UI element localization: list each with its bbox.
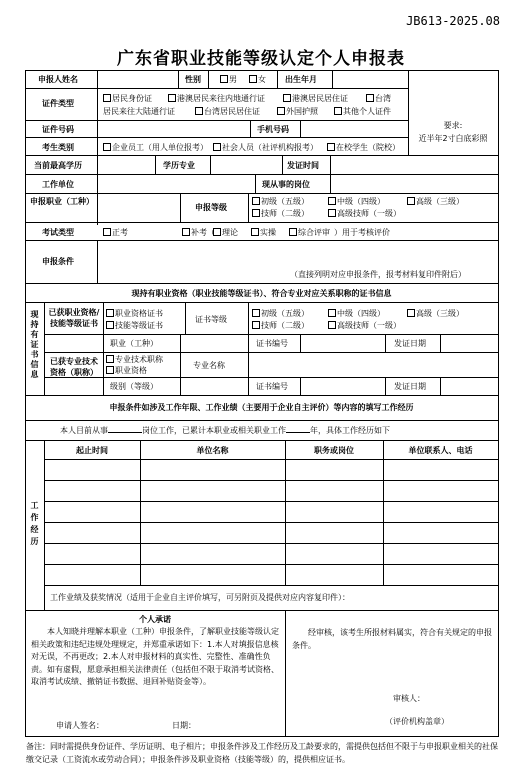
checkbox-icon (213, 228, 221, 236)
gender-label: 性别 (185, 75, 201, 84)
checkbox-icon (328, 197, 336, 205)
checkbox-icon (252, 209, 260, 217)
id-type-option-3-cont: 居民来往大陆通行证 (103, 107, 175, 116)
promise-title: 个人承诺 (139, 615, 171, 624)
grade-label: 级别（等级） (110, 382, 158, 391)
name-label: 申报人姓名 (38, 75, 78, 84)
vocational-cert-label: 已获职业资格/技能等级证书 (48, 308, 100, 328)
checkbox-icon (213, 143, 221, 151)
review-text: 经审核，该考生所报材料属实，符合有关规定的申报条件。 (292, 628, 492, 650)
checkbox-icon (252, 321, 260, 329)
cert-level-option-2[interactable]: 高级（三级） (407, 308, 464, 319)
apply-conditions-label: 申报条件 (42, 257, 74, 266)
id-type-option-0[interactable]: 居民身份证 (103, 93, 152, 104)
title-option-professional[interactable]: 专业技术职称 (106, 354, 163, 365)
checkbox-icon (327, 143, 335, 151)
exam-practice-option[interactable]: 实操 (251, 227, 276, 238)
employer-label: 工作单位 (42, 180, 74, 189)
photo-requirement-title: 要求: (443, 121, 463, 130)
apply-level-label: 申报等级 (195, 203, 227, 212)
checkbox-icon (103, 143, 111, 151)
cert-section-side-label: 现持有证书信息 (30, 310, 39, 379)
checkbox-icon (103, 228, 111, 236)
cert-occupation-label: 职业（工种） (110, 339, 158, 348)
checkbox-icon (106, 366, 114, 374)
title-option-qualification[interactable]: 职业资格 (106, 365, 147, 376)
exam-regular-option[interactable]: 正考 (103, 227, 128, 238)
gender-female-option[interactable]: 女 (249, 74, 266, 85)
checkbox-icon (328, 209, 336, 217)
id-no-label: 证件号码 (42, 125, 74, 134)
sign-date-label: 日期： (172, 721, 196, 730)
reviewer-label: 审核人： (393, 694, 425, 703)
stamp-label: （评价机构盖章） (385, 717, 449, 726)
checkbox-icon (103, 94, 111, 102)
current-post-blank[interactable] (108, 432, 142, 433)
major-name-label: 专业名称 (193, 361, 225, 370)
level-option-2[interactable]: 高级（三级） (407, 196, 464, 207)
cert-no-label: 证书编号 (256, 339, 288, 348)
id-type-option-6[interactable]: 其他个人证件 (334, 106, 391, 117)
years-blank[interactable] (286, 432, 310, 433)
post-label: 现从事的岗位 (262, 180, 310, 189)
title-cert-label: 已获专业技术资格（职称） (50, 357, 98, 377)
apply-conditions-note: （直接列明对应申报条件，报考材料复印件附后） (290, 270, 466, 279)
issue-date-label: 发证时间 (287, 161, 319, 170)
checkbox-icon (366, 94, 374, 102)
cert-level-option-4[interactable]: 高级技师（一级） (328, 320, 401, 331)
work-summary-line: 本人目前从事 岗位工作，已累计本职业或相关职业工作 年，具体工作经历如下 (60, 426, 390, 435)
checkbox-icon (220, 75, 228, 83)
form-title: 广东省职业技能等级认定个人申报表 (117, 49, 405, 69)
cert-level-option-1[interactable]: 中级（四级） (328, 308, 385, 319)
level-option-1[interactable]: 中级（四级） (328, 196, 385, 207)
title-issue-date-label: 发证日期 (394, 382, 426, 391)
checkbox-icon (334, 107, 342, 115)
cert-level-option-0[interactable]: 初级（五级） (252, 308, 309, 319)
checkbox-icon (283, 94, 291, 102)
col-contact: 单位联系人、电话 (408, 446, 473, 455)
checkbox-icon (407, 309, 415, 317)
col-position: 职务或岗位 (314, 446, 354, 455)
applicant-signature-label: 申请人签名： (56, 721, 104, 730)
work-section-header: 申报条件如涉及工作年限、工作业绩（主要用于企业自主评价）等内容的填写工作经历 (109, 403, 414, 412)
id-type-option-3[interactable]: 台湾 (366, 93, 391, 104)
checkbox-icon (252, 197, 260, 205)
cert-level-option-3[interactable]: 技师（二级） (252, 320, 309, 331)
checkbox-icon (168, 94, 176, 102)
col-employer: 单位名称 (196, 446, 229, 455)
exam-type-label: 考试类型 (42, 228, 74, 237)
level-option-0[interactable]: 初级（五级） (252, 196, 309, 207)
examinee-type-option-2[interactable]: 在校学生（院校） (327, 142, 400, 153)
col-period: 起止时间 (76, 446, 108, 455)
level-option-3[interactable]: 技师（二级） (252, 208, 309, 219)
checkbox-icon (106, 355, 114, 363)
phone-label: 手机号码 (257, 125, 289, 134)
title-cert-no-label: 证书编号 (256, 382, 288, 391)
document-code: JB613-2025.08 (406, 14, 500, 28)
examinee-type-option-1[interactable]: 社会人员（社评机构报考） (213, 142, 318, 153)
birth-label: 出生年月 (285, 75, 317, 84)
gender-male-option[interactable]: 男 (220, 74, 237, 85)
promise-text: 本人知晓并理解本职业（工种）申报条件，了解职业技能等级认定相关政策和违纪违规处理规定，并郑重承诺如下：1.本人对填报信息核对无误，不再更改；2.本人对申报材料的真实性、完整性、准确性负责。如有虚假，愿意承担相关法律责任（包括但不限于取消考试资格、取消考试成绩、撤销证书数据、退回补贴资金等）。 (31, 627, 279, 686)
checkbox-icon (195, 107, 203, 115)
exam-theory-option[interactable]: 理论 (213, 227, 238, 238)
cert-option-vocational[interactable]: 职业资格证书 (106, 308, 163, 319)
checkbox-icon (328, 321, 336, 329)
education-label: 当前最高学历 (34, 161, 82, 170)
cert-option-skill[interactable]: 技能等级证书 (106, 320, 163, 331)
checkbox-icon (106, 309, 114, 317)
cert-issue-date-label: 发证日期 (394, 339, 426, 348)
major-label: 学历专业 (163, 161, 195, 170)
checkbox-icon (277, 107, 285, 115)
checkbox-icon (328, 309, 336, 317)
id-type-option-4[interactable]: 台湾居民居住证 (195, 106, 260, 117)
id-type-label: 证件类型 (42, 99, 74, 108)
id-type-option-2[interactable]: 港澳居民居住证 (283, 93, 348, 104)
photo-requirement: 近半年2寸白底彩照 (418, 134, 488, 143)
level-option-4[interactable]: 高级技师（一级） (328, 208, 401, 219)
checkbox-icon (289, 228, 297, 236)
checkbox-icon (251, 228, 259, 236)
checkbox-icon (106, 321, 114, 329)
cert-section-header: 现持有职业资格（职业技能等级证书）、符合专业对应关系职称的证书信息 (131, 289, 392, 298)
examinee-type-option-0[interactable]: 企业员工（用人单位报考） (103, 142, 208, 153)
work-history-side-label: 工作经历 (30, 501, 39, 546)
footnote: 备注：同时需提供身份证件、学历证明、电子相片；申报条件涉及工作经历及工龄要求的，需提供包括但不限于与申报职业相关的社保缴交记录（工资流水或劳动合同）；申报条件涉及职业资格（技能等级）的，提供相应证书。 (26, 742, 498, 764)
apply-occupation-label: 申报职业（工种） (30, 197, 94, 206)
checkbox-icon (407, 197, 415, 205)
exam-comprehensive-option[interactable]: 综合评审 (289, 227, 330, 238)
checkbox-icon (252, 309, 260, 317)
exam-makeup-option[interactable]: 补考（ (182, 227, 215, 238)
id-type-option-5[interactable]: 外国护照 (277, 106, 318, 117)
exam-type-note: ）用于考核评价 (334, 228, 390, 237)
id-type-option-1[interactable]: 港澳居民来往内地通行证 (168, 93, 265, 104)
cert-level-label: 证书等级 (195, 315, 227, 324)
checkbox-icon (249, 75, 257, 83)
checkbox-icon (182, 228, 190, 236)
examinee-type-label: 考生类别 (42, 143, 74, 152)
performance-label: 工作业绩及获奖情况（适用于企业自主评价填写，可另附页及提供对应内容复印件）： (50, 593, 350, 602)
